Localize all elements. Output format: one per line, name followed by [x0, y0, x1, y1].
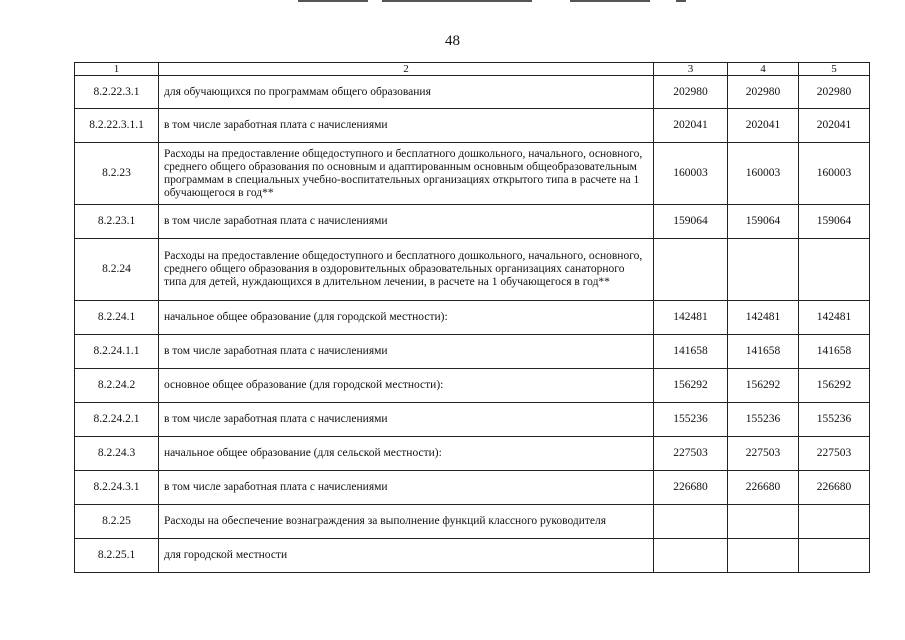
- row-value-col4: 155236: [728, 403, 799, 437]
- row-value-col4: [728, 239, 799, 301]
- row-description: для обучающихся по программам общего образования: [159, 76, 654, 109]
- row-description: в том числе заработная плата с начислениями: [159, 109, 654, 143]
- row-value-col5: [799, 505, 870, 539]
- row-value-col3: 156292: [654, 369, 728, 403]
- table-row: [75, 76, 870, 109]
- row-code: 8.2.23: [75, 143, 159, 205]
- row-value-col4: [728, 505, 799, 539]
- row-code: 8.2.22.3.1: [75, 76, 159, 109]
- row-code: 8.2.22.3.1.1: [75, 109, 159, 143]
- table-row: [75, 539, 870, 573]
- row-value-col4: 142481: [728, 301, 799, 335]
- row-description: начальное общее образование (для сельской местности):: [159, 437, 654, 471]
- row-code: 8.2.24.1: [75, 301, 159, 335]
- row-value-col3: 141658: [654, 335, 728, 369]
- table-row: [75, 369, 870, 403]
- table-row: [75, 403, 870, 437]
- row-value-col3: 155236: [654, 403, 728, 437]
- row-code: 8.2.24.2: [75, 369, 159, 403]
- budget-table: [74, 62, 870, 573]
- row-value-col5: [799, 239, 870, 301]
- row-description: основное общее образование (для городской местности):: [159, 369, 654, 403]
- row-value-col5: 156292: [799, 369, 870, 403]
- row-code: 8.2.24.2.1: [75, 403, 159, 437]
- row-value-col3: [654, 239, 728, 301]
- row-value-col5: 226680: [799, 471, 870, 505]
- row-value-col4: [728, 539, 799, 573]
- column-header-3: 3: [654, 63, 728, 76]
- table-row: [75, 205, 870, 239]
- row-description: для городской местности: [159, 539, 654, 573]
- row-description: в том числе заработная плата с начислениями: [159, 471, 654, 505]
- table-row: [75, 437, 870, 471]
- column-header-5: 5: [799, 63, 870, 76]
- column-header-4: 4: [728, 63, 799, 76]
- row-description: в том числе заработная плата с начислениями: [159, 205, 654, 239]
- row-code: 8.2.24.3: [75, 437, 159, 471]
- row-value-col3: 142481: [654, 301, 728, 335]
- page-number: 48: [445, 33, 460, 49]
- row-value-col5: 142481: [799, 301, 870, 335]
- table-row: [75, 301, 870, 335]
- row-value-col5: 160003: [799, 143, 870, 205]
- row-value-col3: 202980: [654, 76, 728, 109]
- row-value-col4: 156292: [728, 369, 799, 403]
- row-value-col4: 202980: [728, 76, 799, 109]
- row-code: 8.2.24.3.1: [75, 471, 159, 505]
- row-value-col5: 159064: [799, 205, 870, 239]
- row-code: 8.2.23.1: [75, 205, 159, 239]
- row-value-col5: 202980: [799, 76, 870, 109]
- row-value-col4: 159064: [728, 205, 799, 239]
- row-description: начальное общее образование (для городской местности):: [159, 301, 654, 335]
- scan-top-marks: [0, 0, 905, 6]
- row-value-col3: 226680: [654, 471, 728, 505]
- row-value-col4: 226680: [728, 471, 799, 505]
- table-row: [75, 505, 870, 539]
- row-value-col5: 227503: [799, 437, 870, 471]
- table-header-row: [75, 63, 870, 76]
- row-value-col5: 141658: [799, 335, 870, 369]
- row-value-col3: 202041: [654, 109, 728, 143]
- row-code: 8.2.25: [75, 505, 159, 539]
- row-value-col3: [654, 505, 728, 539]
- column-header-2: 2: [159, 63, 654, 76]
- row-value-col4: 202041: [728, 109, 799, 143]
- row-value-col5: 202041: [799, 109, 870, 143]
- row-value-col3: 160003: [654, 143, 728, 205]
- row-code: 8.2.24: [75, 239, 159, 301]
- row-code: 8.2.24.1.1: [75, 335, 159, 369]
- row-description: Расходы на обеспечение вознаграждения за выполнение функций классного руководителя: [159, 505, 654, 539]
- row-value-col3: 227503: [654, 437, 728, 471]
- row-value-col3: 159064: [654, 205, 728, 239]
- table-row: [75, 143, 870, 205]
- column-header-1: 1: [75, 63, 159, 76]
- row-value-col4: 227503: [728, 437, 799, 471]
- table-row: [75, 335, 870, 369]
- row-description: в том числе заработная плата с начислениями: [159, 403, 654, 437]
- row-description: Расходы на предоставление общедоступного и бесплатного дошкольного, начального, основного, среднего общего образования в оздоровительных образовательных организациях санаторного типа для детей, нуждающихся в длительном лечении, в расчете на 1 обучающегося в год**: [159, 239, 654, 301]
- table-row: [75, 471, 870, 505]
- table-row: [75, 239, 870, 301]
- row-description: Расходы на предоставление общедоступного и бесплатного дошкольного, начального, основного, среднего общего образования по основным и адаптированным основным общеобразовательным программам в специальных учебно-воспитательных организациях открытого типа в расчете на 1 обучающегося в год**: [159, 143, 654, 205]
- row-value-col3: [654, 539, 728, 573]
- row-code: 8.2.25.1: [75, 539, 159, 573]
- row-description: в том числе заработная плата с начислениями: [159, 335, 654, 369]
- row-value-col5: [799, 539, 870, 573]
- row-value-col4: 160003: [728, 143, 799, 205]
- row-value-col5: 155236: [799, 403, 870, 437]
- row-value-col4: 141658: [728, 335, 799, 369]
- table-row: [75, 109, 870, 143]
